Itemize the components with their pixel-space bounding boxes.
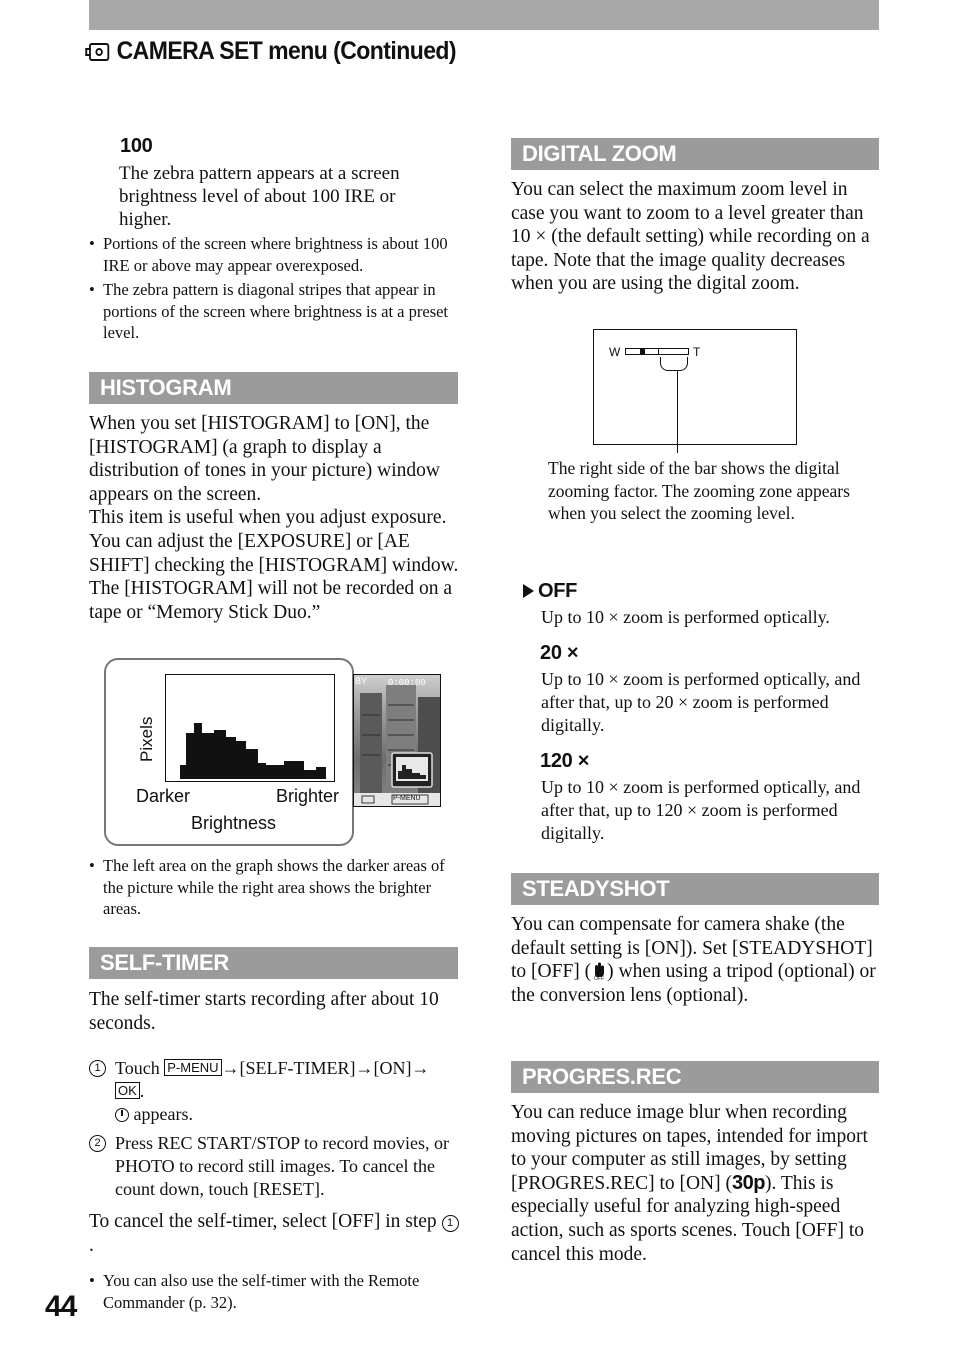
page-title (89, 37, 456, 66)
zoom-option-off-desc: Up to 10 × zoom is performed optically. (541, 607, 830, 627)
zoom-tele-label: T (693, 345, 701, 359)
page-title-text: CAMERA SET menu (Continued) (116, 37, 457, 65)
zoom-option-off-label: OFF (538, 580, 578, 602)
zoom-option-120x-desc: Up to 10 × zoom is performed optically, and after that, up to 120 × zoom is performed digitally. (541, 777, 861, 843)
zoom-option-20x: 20 × (540, 642, 579, 664)
histogram-graph (166, 675, 334, 781)
camera-icon (89, 43, 109, 61)
zoom-callout-line (677, 371, 678, 453)
zoom-position-marker (640, 349, 645, 354)
cancel-prefix: To cancel the self-timer, select [OFF] in step (89, 1211, 437, 1232)
section-heading-progres-rec: PROGRES.REC (511, 1061, 879, 1093)
step-1-touch-text: Touch (115, 1058, 160, 1078)
histogram-body: When you set [HISTOGRAM] to [ON], the [HISTOGRAM] (a graph to display a distribution of tones in your picture) window appears on the screen. This item is useful when you adjust exposure. You can adjust the [EXPOSURE] or [AE SHIFT] checking the [HISTOGRAM] window. The [HISTOGRAM] will not be recorded on a tape or “Memory Stick Duo.” (89, 413, 459, 623)
zoom-option-20x-desc: Up to 10 × zoom is performed optically, and after that, up to 20 × zoom is performed digitally. (541, 669, 861, 735)
progres-rec-text-2: ). This is especially useful for analyzing high-speed action, such as sports scenes. Touch [OFF] to cancel this mode. (511, 1172, 865, 1265)
histogram-xlabel: Brightness (191, 813, 277, 833)
zoom-wide-label: W (609, 345, 621, 359)
self-timer-step-1 (89, 1057, 459, 1126)
self-timer-icon (115, 1108, 129, 1122)
section-heading-histogram: HISTOGRAM (89, 372, 458, 404)
step-1-number: 1 (89, 1060, 106, 1077)
self-timer-intro: The self-timer starts recording after about 10 seconds. (89, 989, 439, 1034)
steadyshot-text-1: You can compensate for camera shake (the default setting is [ON]). Set [STEADYSHOT] to [OFF] ( (511, 914, 873, 983)
zoom-bar (625, 348, 689, 355)
zoom-zone-bracket (660, 357, 688, 371)
step-2-text: Press REC START/STOP to record movies, or PHOTO to record still images. To cancel the count down, touch [RESET]. (115, 1133, 449, 1199)
cancel-step-number: 1 (442, 1215, 459, 1232)
zoom-option-off (523, 580, 577, 603)
lcd-by-label: BY (355, 676, 368, 686)
section-heading-steadyshot: STEADYSHOT (511, 873, 879, 905)
page-number: 44 (45, 1290, 77, 1323)
progres-rec-body (511, 1101, 883, 1266)
self-timer-step-2 (89, 1132, 459, 1201)
steadyshot-off-icon (591, 962, 607, 980)
zoom-option-120x: 120 × (540, 750, 590, 772)
histogram-ylabel: Pixels (137, 716, 156, 762)
zebra-option-desc: The zebra pattern appears at a screen brightness level of about 100 IRE or higher. (119, 163, 400, 230)
zoom-figure-caption: The right side of the bar shows the digital zooming factor. The zooming zone appears when you select the zooming level. (548, 458, 850, 523)
self-timer-cancel (89, 1210, 459, 1257)
lcd-counter: 0:00:00 (388, 678, 426, 688)
histogram-bullet: • The left area on the graph shows the darker areas of the picture while the right area shows the brighter areas. (89, 855, 459, 920)
cancel-suffix: . (89, 1234, 94, 1256)
histogram-darker-label: Darker (136, 786, 191, 806)
section-heading-digital-zoom: DIGITAL ZOOM (511, 138, 879, 170)
lcd-screen-thumbnail (353, 674, 441, 807)
ok-key: OK (115, 1082, 140, 1099)
section-heading-self-timer: SELF-TIMER (89, 947, 458, 979)
steadyshot-text-2: ) when using a tripod (optional) or the conversion lens (optional). (511, 961, 876, 1006)
digital-zoom-body: You can select the maximum zoom level in case you want to zoom to a level greater than 10 × (the default setting) while recording on a tape. Note that the image quality decreases when you are using the digital zoom. (511, 179, 870, 295)
steadyshot-body (511, 913, 879, 1007)
progres-rec-text-1: You can reduce image blur when recording moving pictures on tapes, intended for import to your computer as still images, by setting [PROGRES.REC] to [ON] ( (511, 1102, 868, 1194)
header-bar (89, 0, 879, 30)
zebra-bullet-2: • The zebra pattern is diagonal stripes that appear in portions of the screen where brightness is at a preset level. (89, 279, 461, 344)
step-1-path: →[SELF-TIMER]→[ON]→ (221, 1058, 430, 1078)
lcd-pmenu-button: P-MENU (393, 795, 421, 802)
step-1-period: . (139, 1081, 145, 1101)
step-2-number: 2 (89, 1135, 106, 1152)
self-timer-bullet: • You can also use the self-timer with the Remote Commander (p. 32). (89, 1270, 459, 1313)
svg-text:OFF: OFF (594, 976, 605, 981)
step-1-appears: appears. (133, 1104, 193, 1124)
30p-icon: 30p (732, 1171, 765, 1194)
histogram-graph-frame (165, 674, 335, 782)
default-arrow-icon (523, 584, 534, 598)
zebra-option-100: 100 (120, 135, 153, 157)
p-menu-key: P-MENU (164, 1059, 221, 1076)
histogram-brighter-label: Brighter (276, 786, 340, 806)
zoom-figure (593, 329, 797, 445)
zebra-bullet-1: • Portions of the screen where brightness is about 100 IRE or above may appear overexposed. (89, 233, 461, 276)
